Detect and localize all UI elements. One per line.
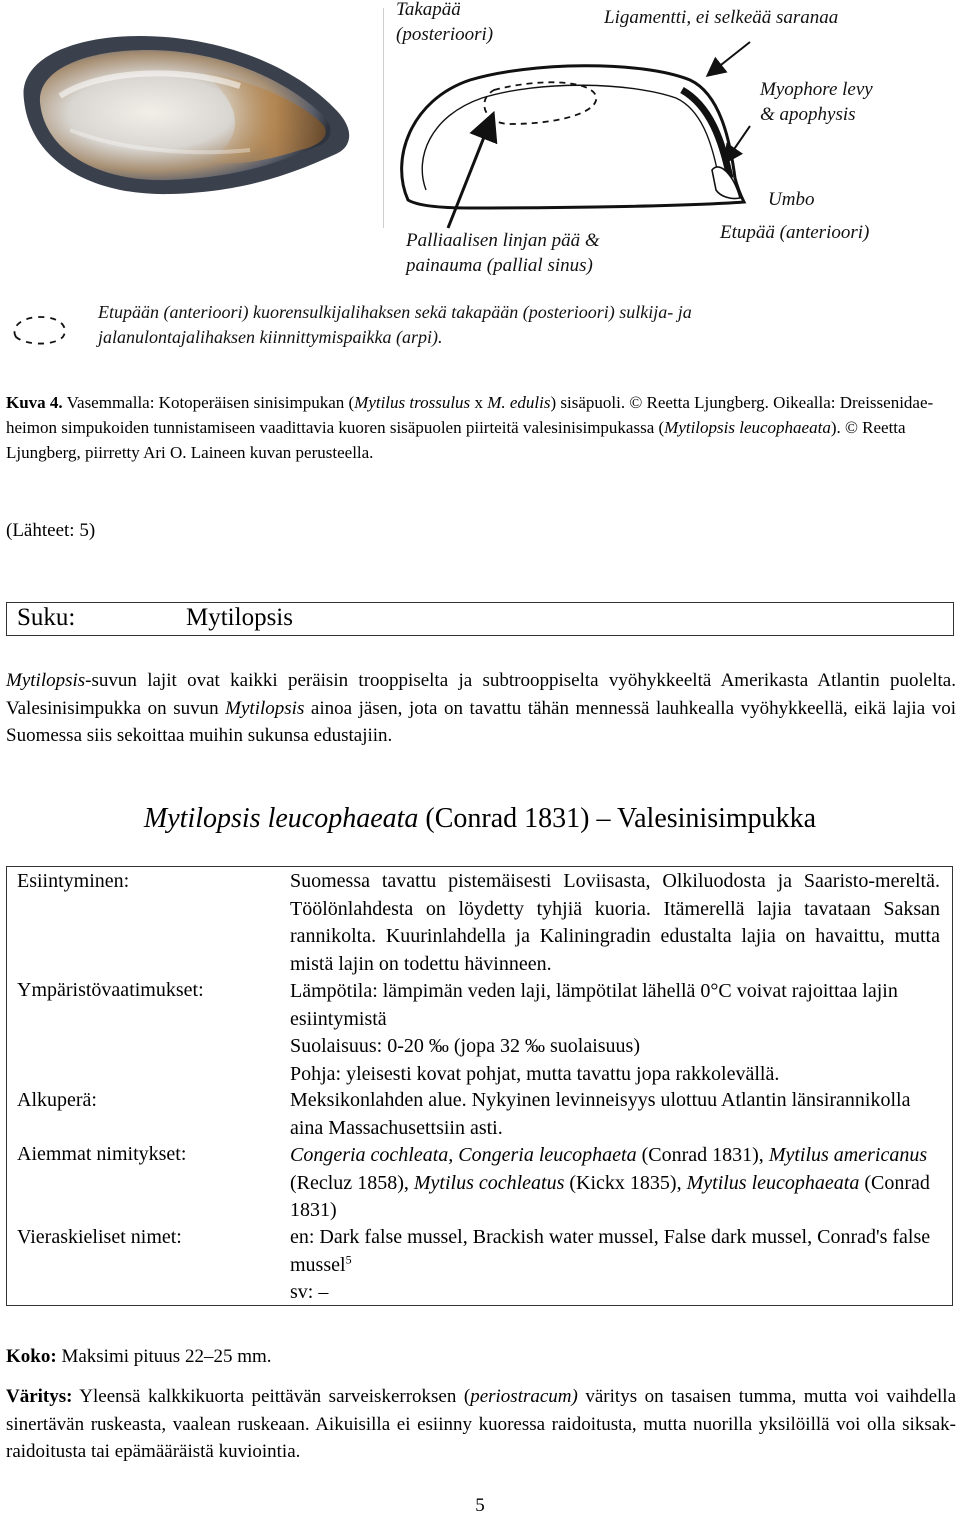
value-occurrence: Suomessa tavattu pistemäisesti Loviisasta, Olkiluodosta ja Saaristo-mereltä. Töölönlahdesta on löydetty tyhjiä kuoria. Itämerellä lajia tavataan Saksan rannikolta. Kuurinlahdella ja Kaliningradin edustalta lajia on havaittu, mutta mistä lajin on todettu hävinneen.	[290, 870, 940, 975]
label-anterior: Etupää (anterioori)	[720, 222, 870, 243]
coloring-paragraph: Väritys: Yleensä kalkkikuorta peittävän sarveiskerroksen (periostracum) väritys on tasaisen tumma, mutta voi vaihdella sinertävän ruskeasta, vaalean ruskeaan. Aikuisilla ei esiinny kuoressa raidoitusta, mutta nuorilla yksilöillä voi olla siksak-raidoitusta tai epämääräistä kuviointia.	[6, 1386, 957, 1462]
figure-divider	[383, 8, 384, 228]
page-number: 5	[475, 1495, 485, 1516]
value-foreign-names: en: Dark false mussel, Brackish water mussel, False dark mussel, Conrad's false mussel$^5$ sv: –	[290, 1226, 931, 1303]
key-occurrence: Esiintyminen:	[17, 870, 130, 892]
key-foreign-names: Vieraskieliset nimet:	[17, 1226, 182, 1248]
key-former-names: Aiemmat nimitykset:	[17, 1143, 187, 1165]
mussel-photo	[0, 0, 380, 200]
figure-caption: Kuva 4. Vasemmalla: Kotoperäisen sinisimpukan (Mytilus trossulus x M. edulis) sisäpuoli. © Reetta Ljungberg. Oikealla: Dreissenidae-heimon simpukoiden tunnistamiseen vaadittavia kuoren sisäpuolen piirteitä valesinisimpukassa (Mytilopsis leucophaeata). © Reetta Ljungberg, piirretty Ari O. Laineen kuvan perusteella.	[6, 393, 934, 462]
key-origin: Alkuperä:	[17, 1089, 97, 1111]
value-origin: Meksikonlahden alue. Nykyinen levinneisyys ulottuu Atlantin länsirannikolla aina Massachusettsiin asti.	[290, 1089, 911, 1139]
arrow-myophore	[728, 126, 750, 158]
arrow-ligament	[712, 42, 750, 72]
genus-description: Mytilopsis-suvun lajit ovat kaikki peräisin trooppiselta ja subtrooppiselta vyöhykkeeltä Amerikasta Atlantin puolelta. Valesinisimpukka on suvun Mytilopsis ainoa jäsen, jota on tavattu tähän mennessä lauhkealla vyöhykkeellä, eikä lajia voi Suomessa siis sekoittaa muihin sukunsa edustajiin.	[6, 670, 956, 746]
sources-note: (Lähteet: 5)	[6, 520, 96, 541]
label-ligament: Ligamentti, ei selkeää saranaa	[604, 7, 839, 28]
genus-box	[6, 602, 954, 636]
label-pallial: Palliaalisen linjan pää & painauma (pallial sinus)	[406, 230, 600, 276]
genus-name: Mytilopsis	[186, 604, 293, 631]
label-umbo: Umbo	[768, 189, 815, 210]
species-title: Mytilopsis leucophaeata (Conrad 1831) – Valesinisimpukka	[143, 803, 817, 834]
label-myophore: Myophore levy & apophysis	[760, 79, 873, 125]
legend-text: Etupään (anterioori) kuorensulkijalihaksen sekä takapään (posterioori) sulkija- ja jalanulontajalihaksen kiinnittymispaikka (arpi).	[98, 302, 692, 347]
value-environment: Lämpötila: lämpimän veden laji, lämpötilat lähellä 0°C voivat rajoittaa lajin esiintymistä Suolaisuus: 0-20 ‰ (jopa 32 ‰ suolaisuus) Pohja: yleisesti kovat pohjat, mutta tavattu jopa rakkolevällä.	[290, 980, 898, 1085]
dashed-scar-legend-icon	[8, 313, 70, 347]
figure-arrows	[420, 40, 760, 250]
caption-label: Kuva 4.	[6, 393, 63, 412]
arrow-pallial	[448, 122, 490, 228]
key-environment: Ympäristövaatimukset:	[17, 979, 204, 1001]
label-posterior: Takapää (posterioori)	[396, 0, 494, 45]
size-line: Koko: Maksimi pituus 22–25 mm.	[6, 1346, 272, 1367]
value-former-names: Congeria cochleata, Congeria leucophaeta (Conrad 1831), Mytilus americanus (Recluz 1858), Mytilus cochleatus (Kickx 1835), Mytilus leucophaeata (Conrad 1831)	[290, 1144, 930, 1221]
genus-label: Suku:	[17, 604, 76, 631]
